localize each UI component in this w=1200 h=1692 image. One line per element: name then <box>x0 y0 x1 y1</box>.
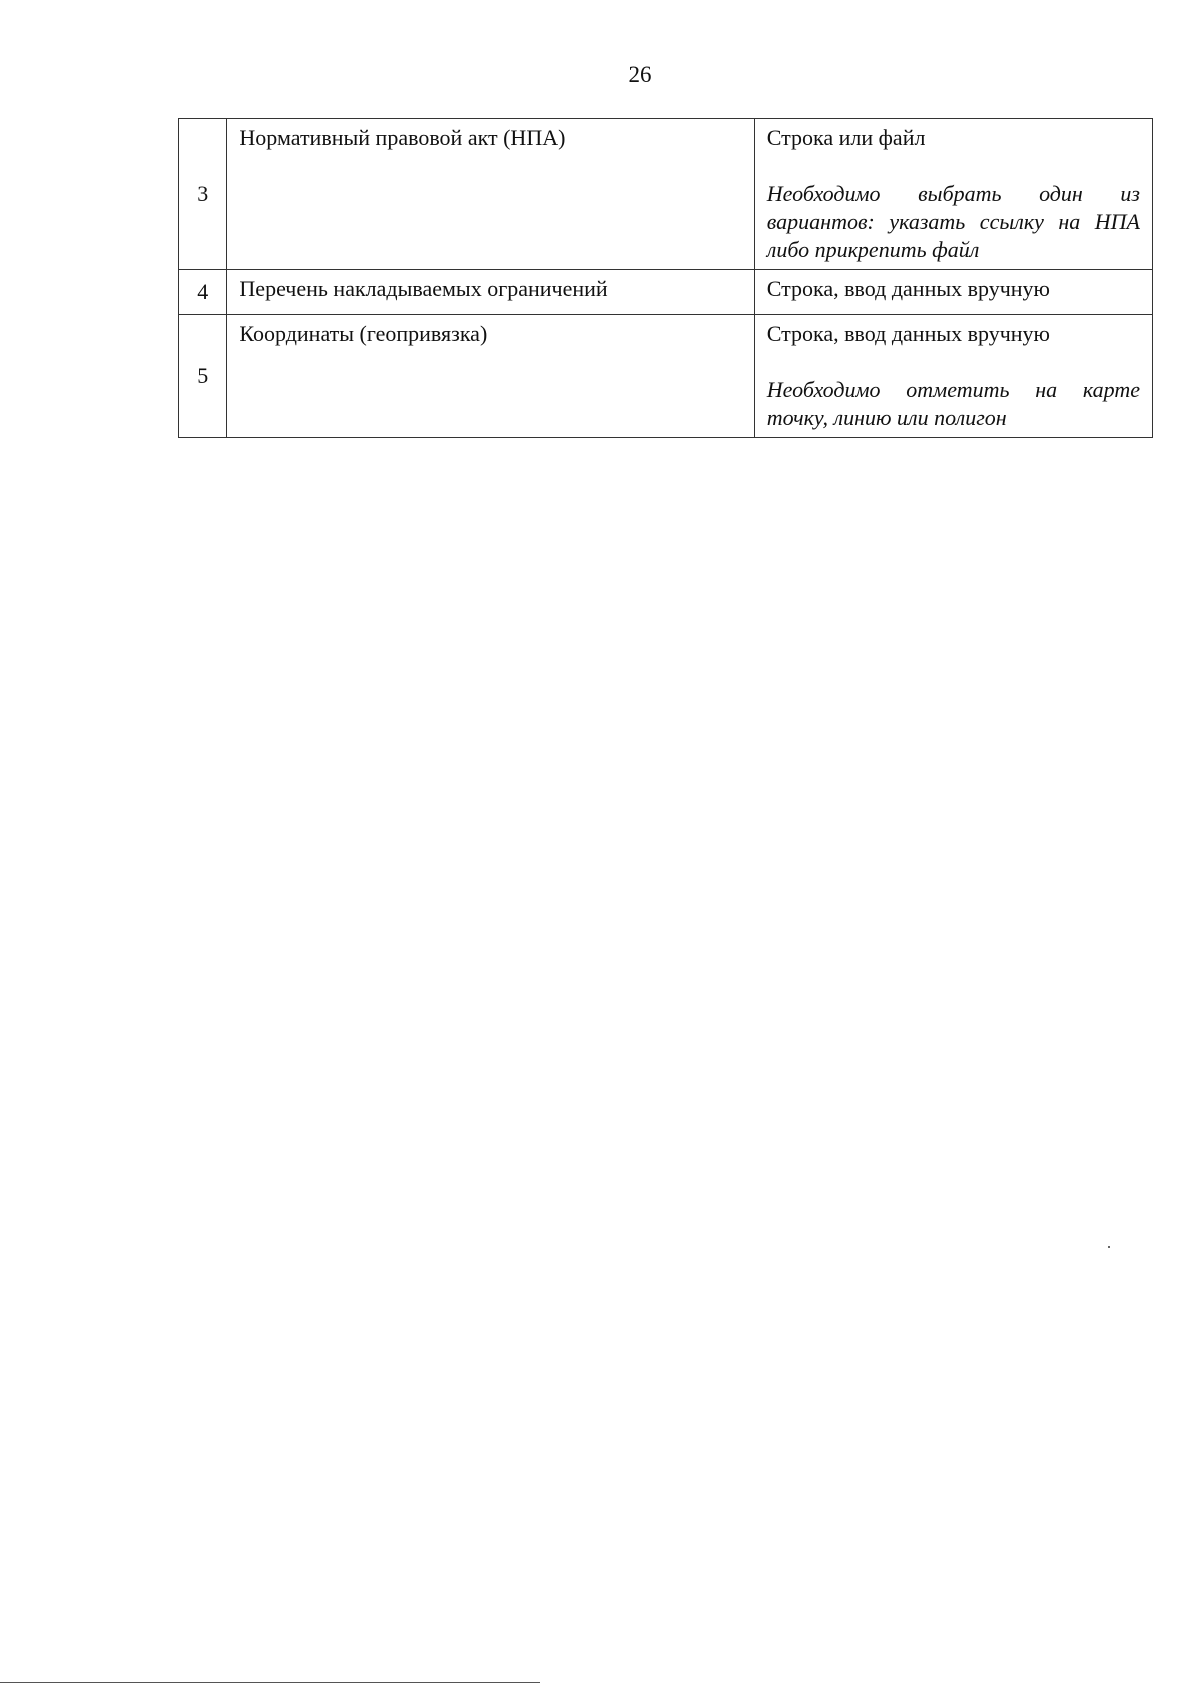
attribute-name: Координаты (геопривязка) <box>227 315 754 438</box>
attribute-type-cell <box>754 315 1152 438</box>
attribute-note: Необходимо отметить на карте точку, линию или полигон <box>766 377 1140 430</box>
table-row <box>179 270 1153 315</box>
attribute-type-cell <box>754 119 1152 270</box>
row-number: 5 <box>179 315 227 438</box>
attribute-name: Нормативный правовой акт (НПА) <box>227 119 754 270</box>
row-number: 3 <box>179 119 227 270</box>
attribute-note: Необходимо выбрать один из вариантов: указать ссылку на НПА либо прикрепить файл <box>766 181 1140 262</box>
attribute-type: Строка или файл <box>766 125 926 150</box>
attributes-table <box>178 118 1153 438</box>
attribute-name: Перечень накладываемых ограничений <box>227 270 754 315</box>
attribute-type-cell <box>754 270 1152 315</box>
row-number: 4 <box>179 270 227 315</box>
scan-speck <box>1108 1246 1110 1248</box>
attribute-type: Строка, ввод данных вручную <box>766 321 1050 346</box>
attribute-type: Строка, ввод данных вручную <box>766 276 1050 301</box>
page-number: 26 <box>628 62 652 87</box>
table-row <box>179 315 1153 438</box>
table-row <box>179 119 1153 270</box>
footer-rule <box>0 1682 540 1683</box>
